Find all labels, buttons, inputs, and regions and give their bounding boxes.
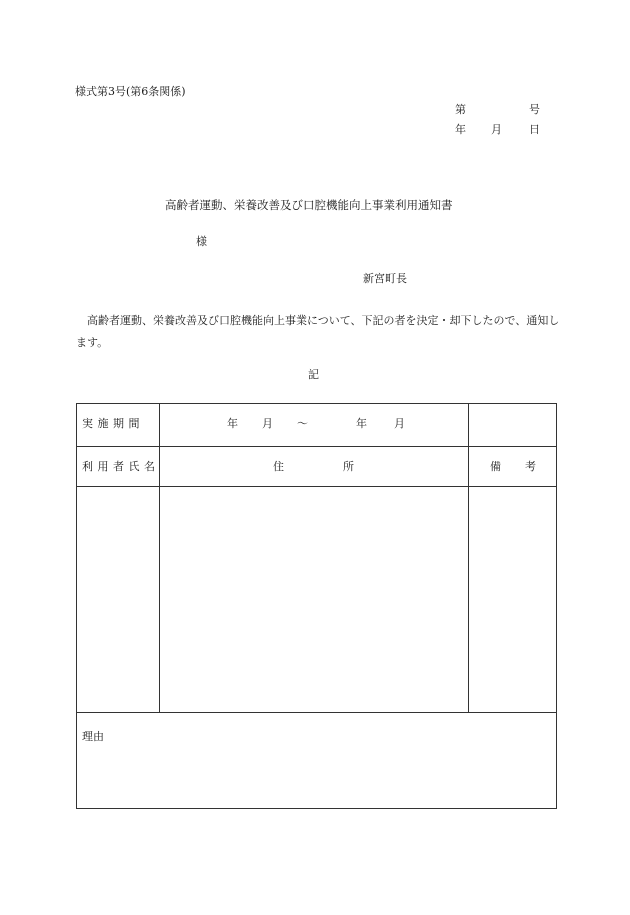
form-number: 様式第3号(第6条関係) xyxy=(75,85,186,98)
reason-label: 理由 xyxy=(82,730,104,743)
body-paragraph: 高齢者運動、栄養改善及び口腔機能向上事業について、下記の者を決定・却下したので、通知します。 xyxy=(76,314,560,349)
remarks-cell xyxy=(469,487,556,712)
user-name-header: 利用者氏名 xyxy=(82,460,160,473)
period-separator: ～ xyxy=(297,417,308,430)
date-day-label: 日 xyxy=(529,123,540,136)
remarks-header-part-1: 備 xyxy=(490,460,501,473)
period-start-year-label: 年 xyxy=(227,417,238,430)
reason-cell xyxy=(77,713,556,808)
ki-heading: 記 xyxy=(308,368,319,381)
document-number-suffix: 号 xyxy=(529,103,540,116)
document-number-prefix: 第 xyxy=(455,103,466,116)
address-header-part-1: 住 xyxy=(273,460,284,473)
issuer-name: 新宮町長 xyxy=(363,272,407,285)
period-end-month-label: 月 xyxy=(394,417,405,430)
address-cell xyxy=(160,487,468,712)
date-year-label: 年 xyxy=(455,123,466,136)
addressee-honorific: 様 xyxy=(196,235,207,248)
remarks-header-part-2: 考 xyxy=(525,460,536,473)
period-start-month-label: 月 xyxy=(262,417,273,430)
address-header-part-2: 所 xyxy=(343,460,354,473)
date-month-label: 月 xyxy=(491,123,502,136)
period-label: 実施期間 xyxy=(82,417,144,430)
document-title: 高齢者運動、栄養改善及び口腔機能向上事業利用通知書 xyxy=(165,198,453,212)
period-end-year-label: 年 xyxy=(356,417,367,430)
user-name-cell xyxy=(77,487,159,712)
